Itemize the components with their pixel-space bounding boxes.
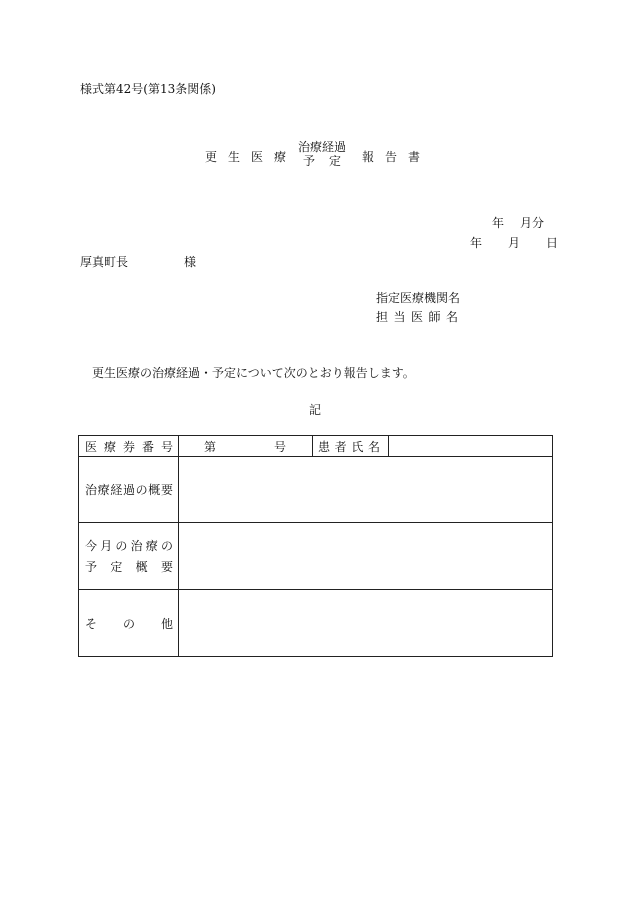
treatment-plan-label [79,523,179,590]
label-char: 要 [160,560,173,574]
other-field[interactable] [179,590,553,657]
label-char: 今 [85,539,98,553]
dai-label: 第 [204,439,217,454]
day-label: 日 [546,236,559,250]
addressee: 厚真町長 [80,255,129,269]
doctor-char: 担 [376,310,389,324]
table-row [79,590,553,657]
title-char: 定 [328,154,341,168]
table-row [79,523,553,590]
label-char: 号 [160,439,173,454]
table-row [79,436,553,457]
label-char: の [115,539,128,553]
title-char: 告 [385,150,398,164]
other-label [79,590,179,657]
label-char: 治 [130,539,143,553]
title-char: 医 [251,150,264,164]
label-char: 概 [135,560,148,574]
doctor-char: 名 [445,310,458,324]
label-char: 券 [122,439,135,454]
doctor-char: 医 [410,310,423,324]
go-label: 号 [273,439,286,454]
report-date-line [470,234,558,251]
title-char: 予 [303,154,316,168]
title-char: 療 [274,150,287,164]
report-table [78,435,553,657]
title-stack [297,140,347,168]
label-char: の [135,483,148,497]
doctor-char: 師 [428,310,441,324]
label-char: 概 [148,483,161,497]
body-text: 更生医療の治療経過・予定について次のとおり報告します。 [92,366,415,380]
label-char: 医 [85,439,98,454]
label-char: 過 [122,483,135,497]
doctor-char: 当 [393,310,406,324]
label-char: そ [85,616,98,631]
institution-label: 指定医療機関名 [376,291,461,305]
form-number: 様式第42号(第13条関係) [80,82,216,96]
table-row [79,457,553,523]
treatment-course-label [79,457,179,523]
month-part-label: 月分 [520,216,545,230]
label-char: 経 [110,483,123,497]
ki-heading: 記 [309,403,322,417]
doctor-label [376,308,458,325]
label-char: 予 [85,560,98,574]
patient-name-field[interactable] [389,436,553,457]
year-label: 年 [470,236,483,250]
label-char: 療 [97,483,110,497]
title-char: 更 [205,150,218,164]
label-char: 定 [110,560,123,574]
label-char: 者 [334,439,347,454]
label-char: 他 [160,616,173,631]
title-stack-bottom [297,154,347,168]
patient-name-label [313,436,389,457]
label-char: 名 [367,439,380,454]
label-char: 治 [85,483,98,497]
title-char: 生 [228,150,241,164]
year-label: 年 [492,216,505,230]
label-char: 要 [160,483,173,497]
treatment-plan-field[interactable] [179,523,553,590]
addressee-suffix: 様 [184,255,197,269]
report-month-line [492,214,544,231]
ticket-number-label [79,436,179,457]
title-char: 書 [408,150,421,164]
label-char: 療 [103,439,116,454]
label-char: 患 [318,439,331,454]
label-char: の [122,616,135,631]
label-char: 月 [100,539,113,553]
label-char: 番 [141,439,154,454]
title-char: 報 [362,150,375,164]
label-char: の [160,539,173,553]
treatment-course-field[interactable] [179,457,553,523]
label-char: 氏 [351,439,364,454]
label-char: 療 [145,539,158,553]
month-label: 月 [508,236,521,250]
ticket-number-field[interactable] [179,436,313,457]
title-stack-top: 治療経過 [297,140,346,154]
